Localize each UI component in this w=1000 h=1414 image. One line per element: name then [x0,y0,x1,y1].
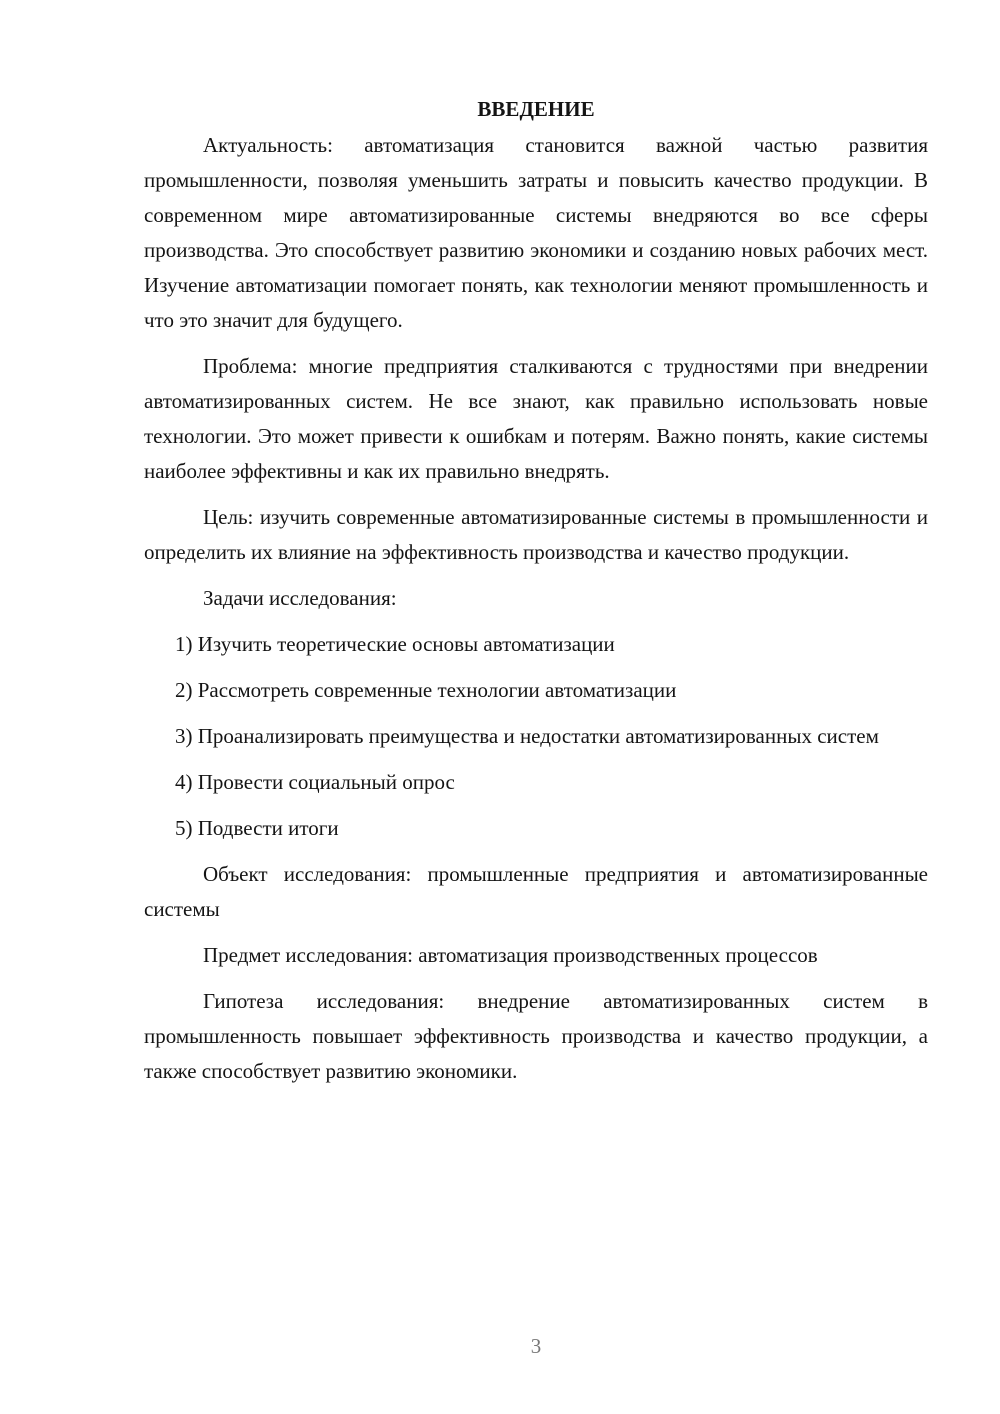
task-item-3: 3) Проанализировать преимущества и недостатки автоматизированных систем [175,724,879,748]
paragraph-goal: Цель: изучить современные автоматизированные системы в промышленности и определить их влияние на эффективность производства и качество продукции. [144,505,928,564]
paragraph-object: Объект исследования: промышленные предприятия и автоматизированные системы [144,862,928,921]
tasks-heading: Задачи исследования: [203,586,397,610]
paragraph-subject: Предмет исследования: автоматизация производственных процессов [203,943,818,967]
paragraph-hypothesis: Гипотеза исследования: внедрение автоматизированных систем в промышленность повышает эффективность производства и качество продукции, а также способствует развитию экономики. [144,989,928,1083]
task-item-4: 4) Провести социальный опрос [175,770,455,794]
task-item-1: 1) Изучить теоретические основы автоматизации [175,632,615,656]
paragraph-relevance: Актуальность: автоматизация становится важной частью развития промышленности, позволяя уменьшить затраты и повысить качество продукции. В современном мире автоматизированные системы внедряются во все сферы производства. Это способствует развитию экономики и созданию новых рабочих мест. Изучение автоматизации помогает понять, как технологии меняют промышленность и что это значит для будущего. [144,133,928,332]
document-page [144,92,928,1100]
task-item-2: 2) Рассмотреть современные технологии автоматизации [175,678,677,702]
paragraph-problem: Проблема: многие предприятия сталкиваются с трудностями при внедрении автоматизированных систем. Не все знают, как правильно использовать новые технологии. Это может привести к ошибкам и потерям. Важно понять, какие системы наиболее эффективны и как их правильно внедрять. [144,354,928,483]
section-title: ВВЕДЕНИЕ [477,97,595,121]
task-item-5: 5) Подвести итоги [175,816,339,840]
page-number: 3 [530,1334,542,1358]
